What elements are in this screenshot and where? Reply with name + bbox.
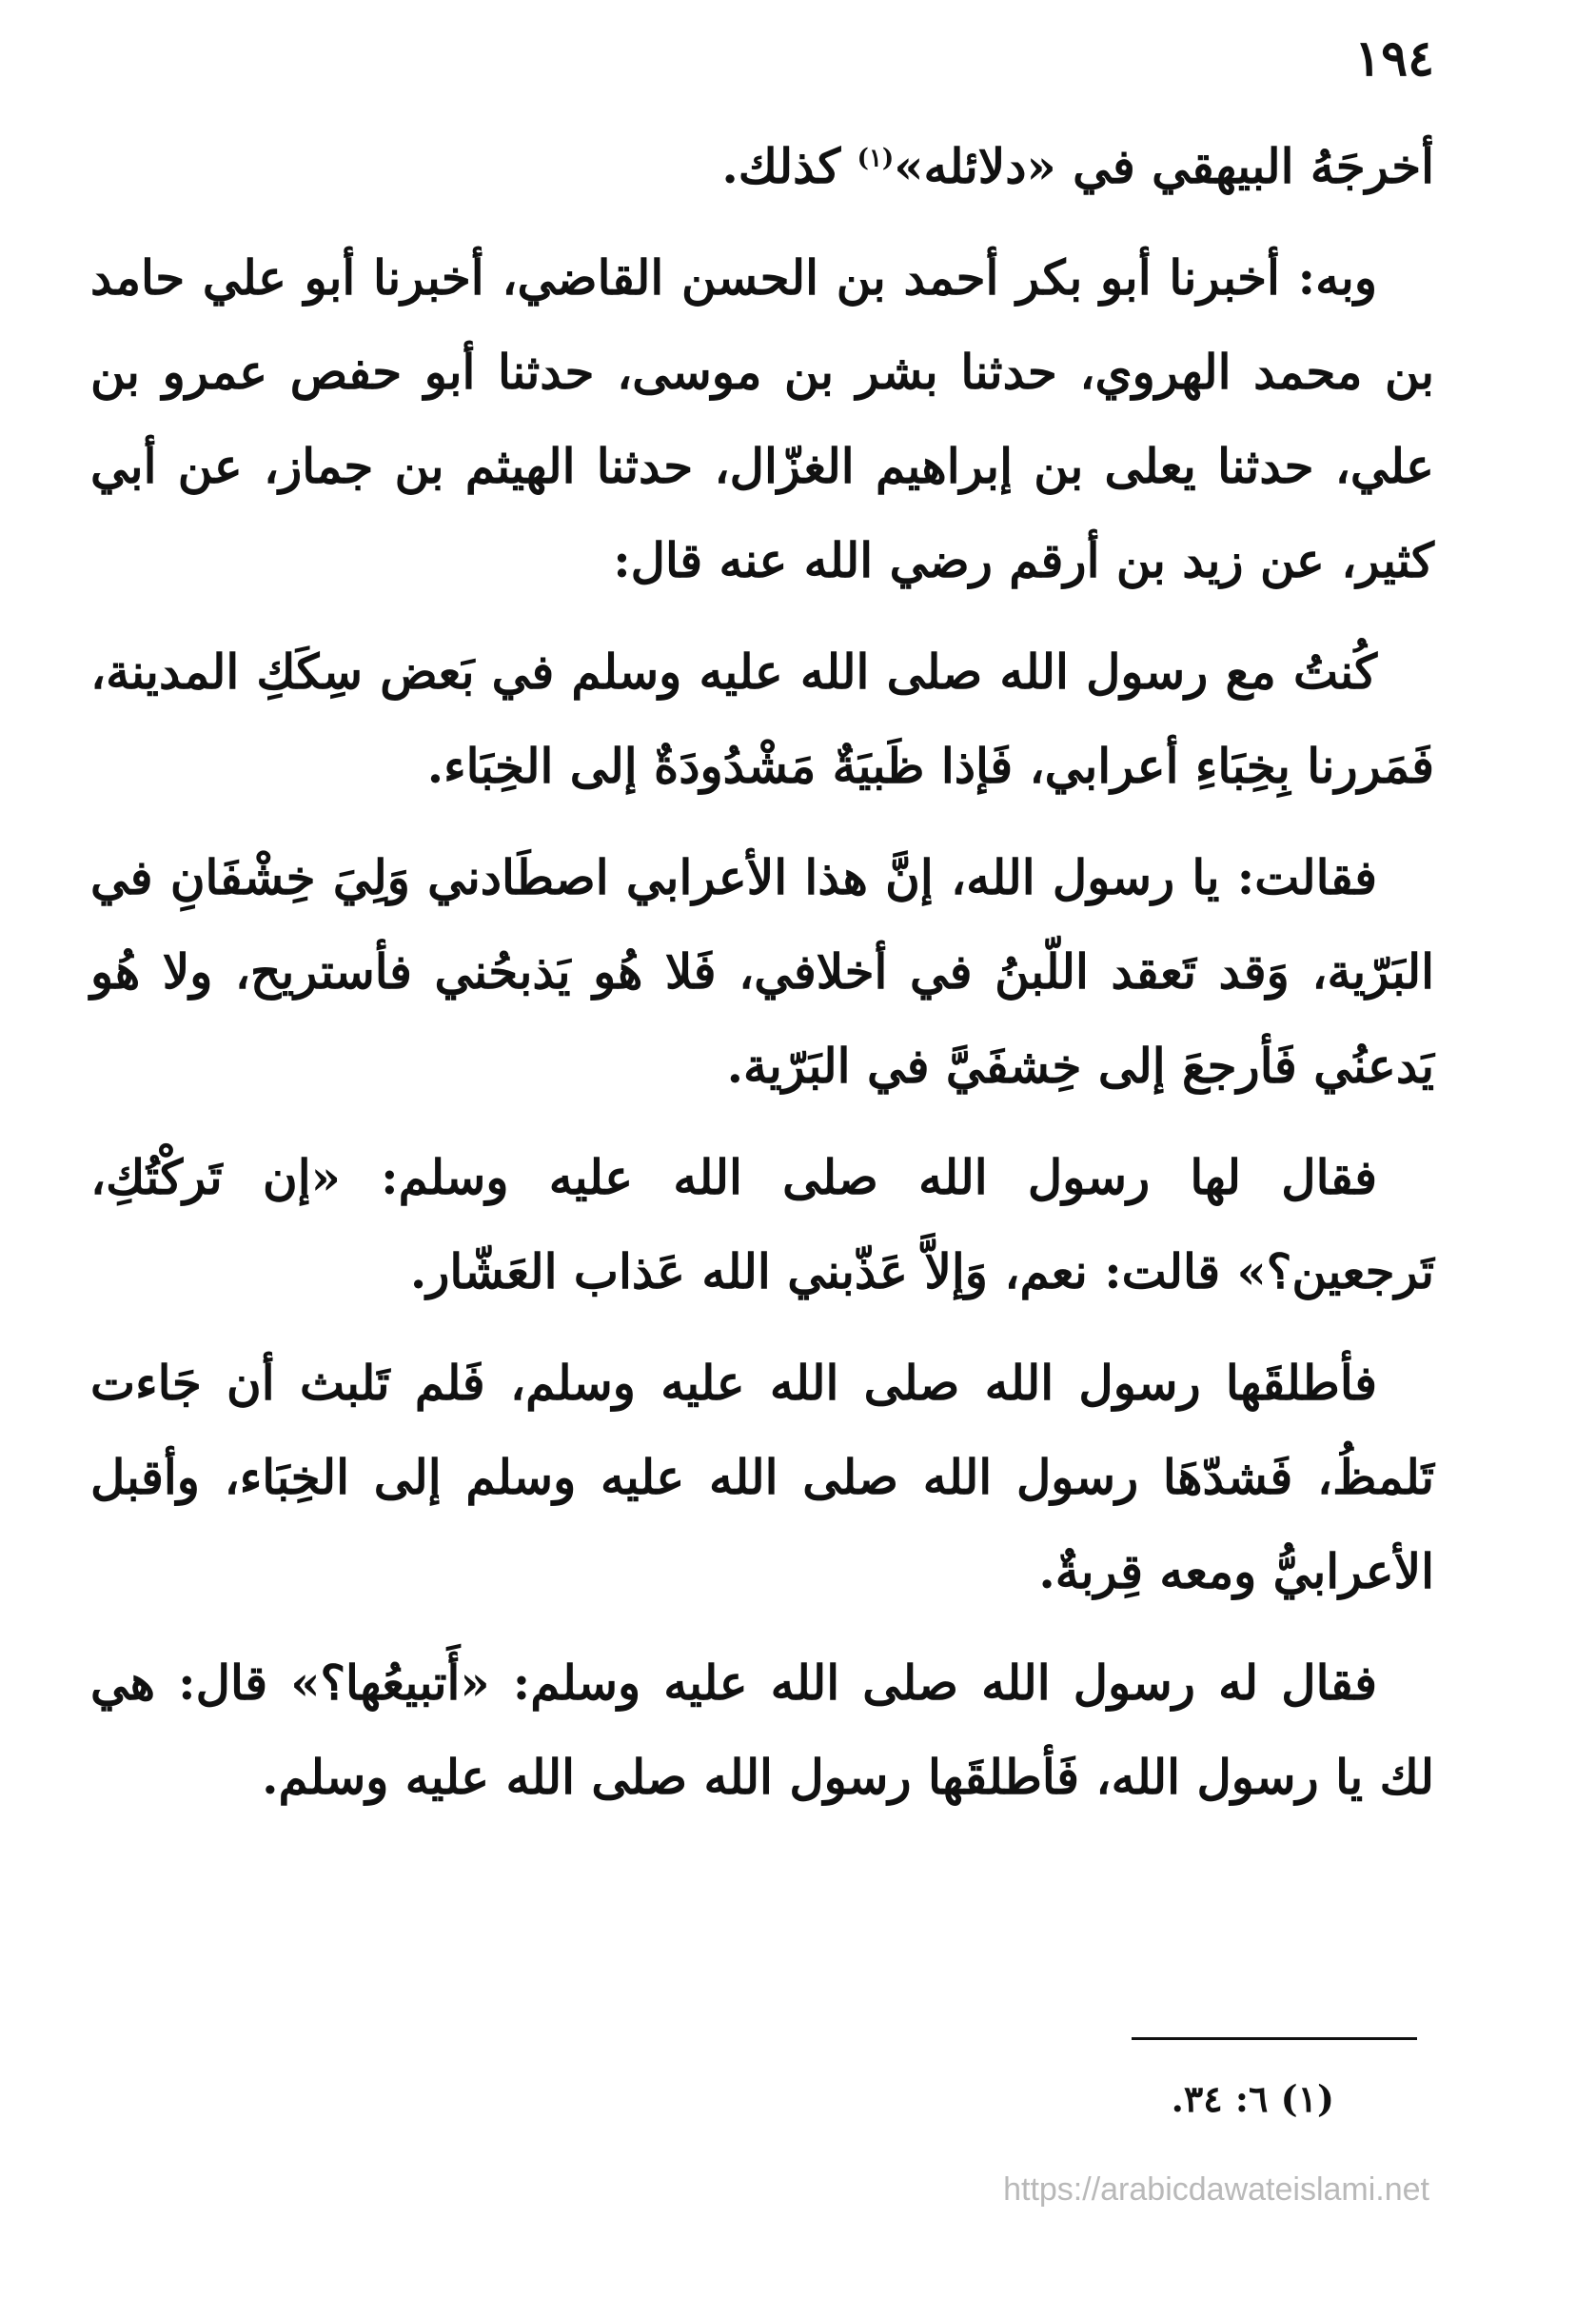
paragraph-conclusion: فقال له رسول الله صلى الله عليه وسلم: «أَتبيعُها؟» قال: هي لك يا رسول الله، فَأطلقَها رسول الله صلى الله عليه وسلم.: [90, 1655, 1434, 1805]
footnote-divider: [1132, 2037, 1417, 2040]
footnote: (١) ٦: ٣٤.: [1171, 2077, 1334, 2120]
paragraph-isnad: وبه: أخبرنا أبو بكر أحمد بن الحسن القاضي، أخبرنا أبو علي حامد بن محمد الهروي، حدثنا بشر بن موسى، حدثنا أبو حفص عمرو بن علي، حدثنا يعلى بن إبراهيم الغزّال، حدثنا الهيثم بن جماز، عن أبي كثير، عن زيد بن أرقم رضي الله عنه قال:: [90, 249, 1434, 588]
main-text: [90, 119, 1434, 1841]
attribution-end: كذلك.: [721, 138, 857, 194]
watermark-url: https://arabicdawateislami.net: [1003, 2171, 1429, 2208]
page-number: ١٩٤: [1354, 30, 1434, 88]
paragraph-attribution: [90, 119, 1434, 213]
paragraph-prophet-question: فقال لها رسول الله صلى الله عليه وسلم: «إن تَركْتُكِ، تَرجعين؟» قالت: نعم، وَإلاَّ عَذّبني الله عَذاب العَشّار.: [90, 1149, 1434, 1299]
attribution-text: أخرجَهُ البيهقي في «دلائله»: [894, 138, 1434, 194]
paragraph-gazelle-speech: فقالت: يا رسول الله، إنَّ هذا الأعرابي اصطَادني وَلِيَ خِشْفَانِ في البَرّية، وَقد تَعقد اللّبنُ في أخلافي، فَلا هُو يَذبحُني فأستريح، ولا هُو يَدعنُي فَأرجعَ إلى خِشفَيَّ في البَرّية.: [90, 849, 1434, 1094]
footnote-marker: (١): [857, 144, 895, 173]
paragraph-narration: كُنتُ مع رسول الله صلى الله عليه وسلم في بَعض سِكَكِ المدينة، فَمَررنا بِخِبَاءِ أعرابي، فَإذا ظَبيَةٌ مَشْدُودَةٌ إلى الخِبَاء.: [90, 644, 1434, 794]
paragraph-release: فأطلقَها رسول الله صلى الله عليه وسلم، فَلم تَلبث أن جَاءت تَلمظُ، فَشدّهَا رسول الله صلى الله عليه وسلم إلى الخِبَاء، وأقبل الأعرابيُّ ومعه قِربةٌ.: [90, 1355, 1434, 1599]
